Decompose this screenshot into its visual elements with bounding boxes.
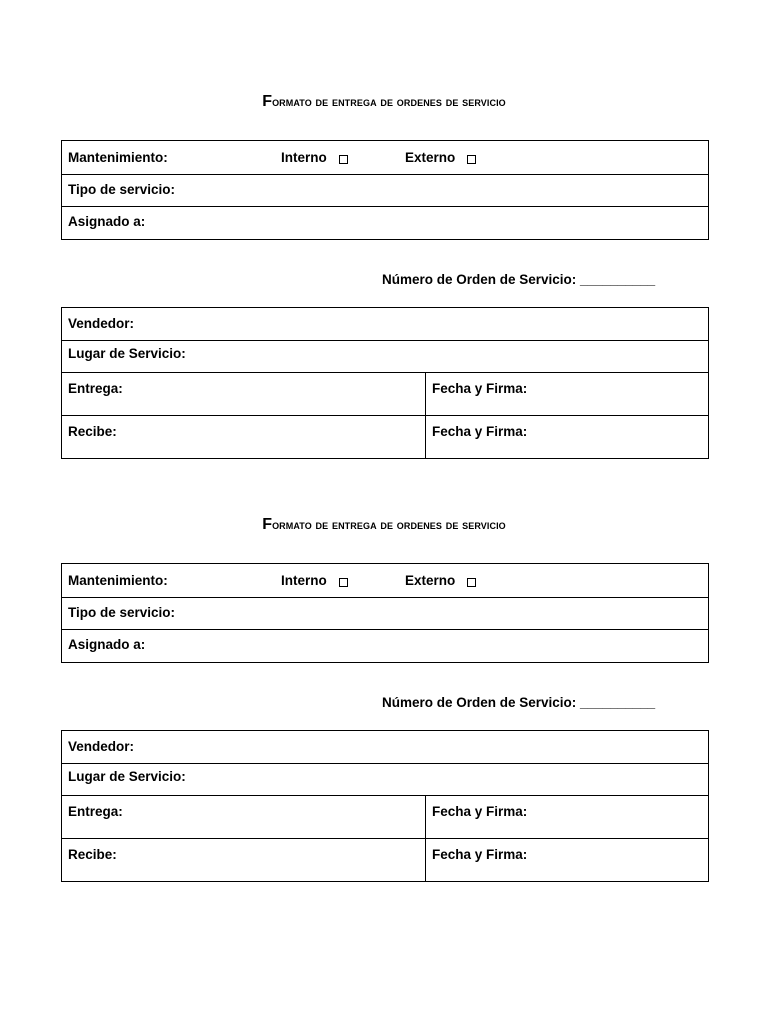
column-divider <box>425 373 426 415</box>
fecha-firma-label: Fecha y Firma: <box>432 847 528 862</box>
entrega-row[interactable] <box>62 373 708 416</box>
recibe-label: Recibe: <box>68 847 117 862</box>
order-number-field[interactable]: Número de Orden de Servicio: __________ <box>382 272 656 287</box>
vendedor-field[interactable] <box>62 731 708 764</box>
mantenimiento-label: Mantenimiento: <box>68 150 168 165</box>
entrega-label: Entrega: <box>68 804 123 819</box>
recibe-row[interactable] <box>62 416 708 458</box>
column-divider <box>425 839 426 881</box>
column-divider <box>425 416 426 458</box>
column-divider <box>425 796 426 838</box>
lugar-servicio-label: Lugar de Servicio: <box>68 769 186 784</box>
lugar-servicio-field[interactable] <box>62 341 708 373</box>
externo-checkbox[interactable] <box>467 155 476 164</box>
form-title: Formato de entrega de ordenes de servicio <box>262 93 506 110</box>
lugar-servicio-label: Lugar de Servicio: <box>68 346 186 361</box>
externo-checkbox[interactable] <box>467 578 476 587</box>
interno-label: Interno <box>281 573 327 588</box>
externo-label: Externo <box>405 573 456 588</box>
interno-checkbox[interactable] <box>339 155 348 164</box>
maintenance-table <box>61 563 709 663</box>
order-number-field[interactable]: Número de Orden de Servicio: __________ <box>382 695 656 710</box>
fecha-firma-label: Fecha y Firma: <box>432 424 528 439</box>
delivery-table <box>61 307 709 459</box>
delivery-table <box>61 730 709 882</box>
mantenimiento-row <box>62 564 708 598</box>
interno-option[interactable] <box>281 150 348 165</box>
asignado-field[interactable] <box>62 630 708 662</box>
maintenance-table <box>61 140 709 240</box>
recibe-row[interactable] <box>62 839 708 881</box>
externo-option[interactable] <box>405 573 476 588</box>
vendedor-label: Vendedor: <box>68 739 135 754</box>
fecha-firma-label: Fecha y Firma: <box>432 804 528 819</box>
asignado-label: Asignado a: <box>68 637 146 652</box>
tipo-servicio-field[interactable] <box>62 175 708 207</box>
interno-option[interactable] <box>281 573 348 588</box>
interno-checkbox[interactable] <box>339 578 348 587</box>
externo-label: Externo <box>405 150 456 165</box>
form-title: Formato de entrega de ordenes de servicio <box>262 516 506 533</box>
entrega-label: Entrega: <box>68 381 123 396</box>
entrega-row[interactable] <box>62 796 708 839</box>
interno-label: Interno <box>281 150 327 165</box>
tipo-servicio-label: Tipo de servicio: <box>68 182 176 197</box>
vendedor-label: Vendedor: <box>68 316 135 331</box>
recibe-label: Recibe: <box>68 424 117 439</box>
vendedor-field[interactable] <box>62 308 708 341</box>
asignado-label: Asignado a: <box>68 214 146 229</box>
externo-option[interactable] <box>405 150 476 165</box>
mantenimiento-label: Mantenimiento: <box>68 573 168 588</box>
tipo-servicio-label: Tipo de servicio: <box>68 605 176 620</box>
tipo-servicio-field[interactable] <box>62 598 708 630</box>
asignado-field[interactable] <box>62 207 708 239</box>
lugar-servicio-field[interactable] <box>62 764 708 796</box>
fecha-firma-label: Fecha y Firma: <box>432 381 528 396</box>
mantenimiento-row <box>62 141 708 175</box>
